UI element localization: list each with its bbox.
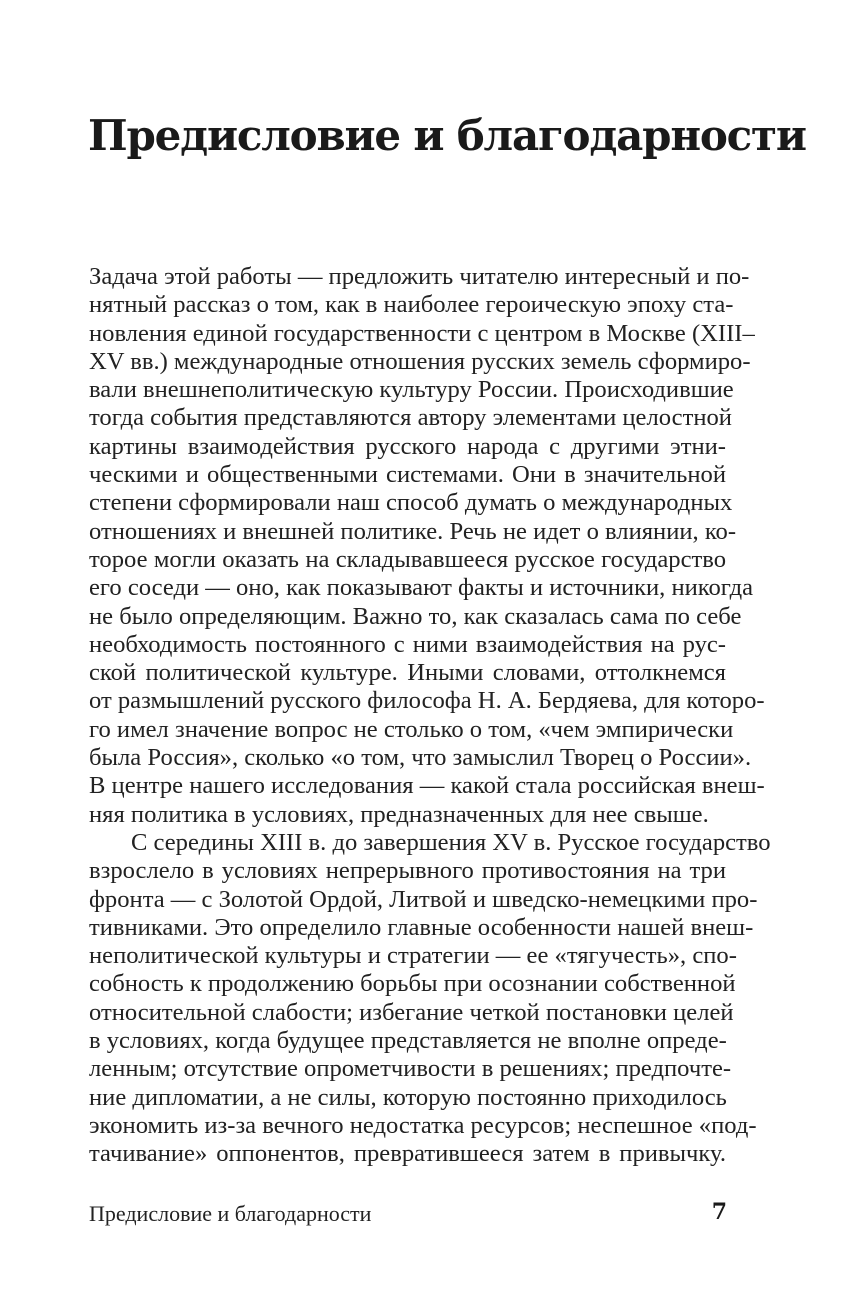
text-line: Задача этой работы — предложить читателю интересный и по- [89, 263, 750, 290]
text-line: степени сформировали наш способ думать о международных [89, 489, 733, 517]
text-line: картины взаимодействия русского народа с другими этни- [89, 432, 726, 460]
text-line: вали внешнеполитическую культуру России. Происходившие [89, 376, 734, 404]
text-line: отношениях и внешней политике. Речь не идет о влиянии, ко- [89, 517, 737, 545]
text-line: новления единой государственности с центром в Москве (XIII– [89, 319, 755, 347]
text-line: его соседи — оно, как показывают факты и источники, никогда [89, 574, 754, 602]
text-line: няя политика в условиях, предназначенных для нее свыше. [89, 800, 709, 828]
text-line: неполитической культуры и стратегии — ее «тягучесть», спо- [89, 942, 737, 970]
text-line: XV вв.) международные отношения русских земель сформиро- [89, 347, 751, 375]
text-line: экономить из-за вечного недостатка ресурсов; неспешное «под- [89, 1111, 757, 1139]
text-line: относительной слабости; избегание четкой постановки целей [89, 998, 734, 1026]
body-text [89, 263, 771, 1169]
running-footer-title: Предисловие и благодарности [89, 1201, 372, 1226]
text-line: тивниками. Это определило главные особенности нашей внеш- [89, 913, 754, 941]
text-line: собность к продолжению борьбы при осознании собственной [89, 970, 736, 998]
text-line: была Россия», сколько «о том, что замыслил Творец о России». [89, 744, 752, 772]
text-line: торое могли оказать на складывавшееся русское государство [89, 545, 726, 573]
text-line: В центре нашего исследования — какой стала российская внеш- [89, 772, 765, 800]
text-line: С середины XIII в. до завершения XV в. Русское государство [131, 828, 771, 856]
text-line: взрослело в условиях непрерывного противостояния на три [89, 857, 726, 885]
text-line: ние дипломатии, а не силы, которую постоянно приходилось [89, 1083, 727, 1111]
text-line: тачивание» оппонентов, превратившееся затем в привычку. [89, 1140, 726, 1168]
text-line: ской политической культуре. Иными словами, оттолкнемся [89, 659, 726, 687]
text-line: фронта — с Золотой Ордой, Литвой и шведско-немецкими про- [89, 885, 758, 913]
text-line: ческими и общественными системами. Они в значительной [89, 461, 726, 489]
text-line: необходимость постоянного с ними взаимодействия на рус- [89, 630, 726, 658]
text-line: ленным; отсутствие опрометчивости в решениях; предпочте- [89, 1055, 732, 1083]
page-number: 7 [711, 1199, 727, 1225]
text-line: не было определяющим. Важно то, как сказалась сама по себе [89, 602, 742, 630]
text-line: от размышлений русского философа Н. А. Бердяева, для которо- [89, 687, 765, 715]
text-line: го имел значение вопрос не столько о том, «чем эмпирически [89, 715, 734, 743]
paragraph-1 [89, 263, 765, 829]
text-line: тогда события представляются автору элементами целостной [89, 404, 732, 432]
paragraph-2 [89, 828, 771, 1169]
text-line: в условиях, когда будущее представляется не вполне опреде- [89, 1027, 727, 1055]
text-line: нятный рассказ о том, как в наиболее героическую эпоху ста- [89, 291, 734, 319]
chapter-title: Предисловие и благодарности [88, 111, 806, 160]
